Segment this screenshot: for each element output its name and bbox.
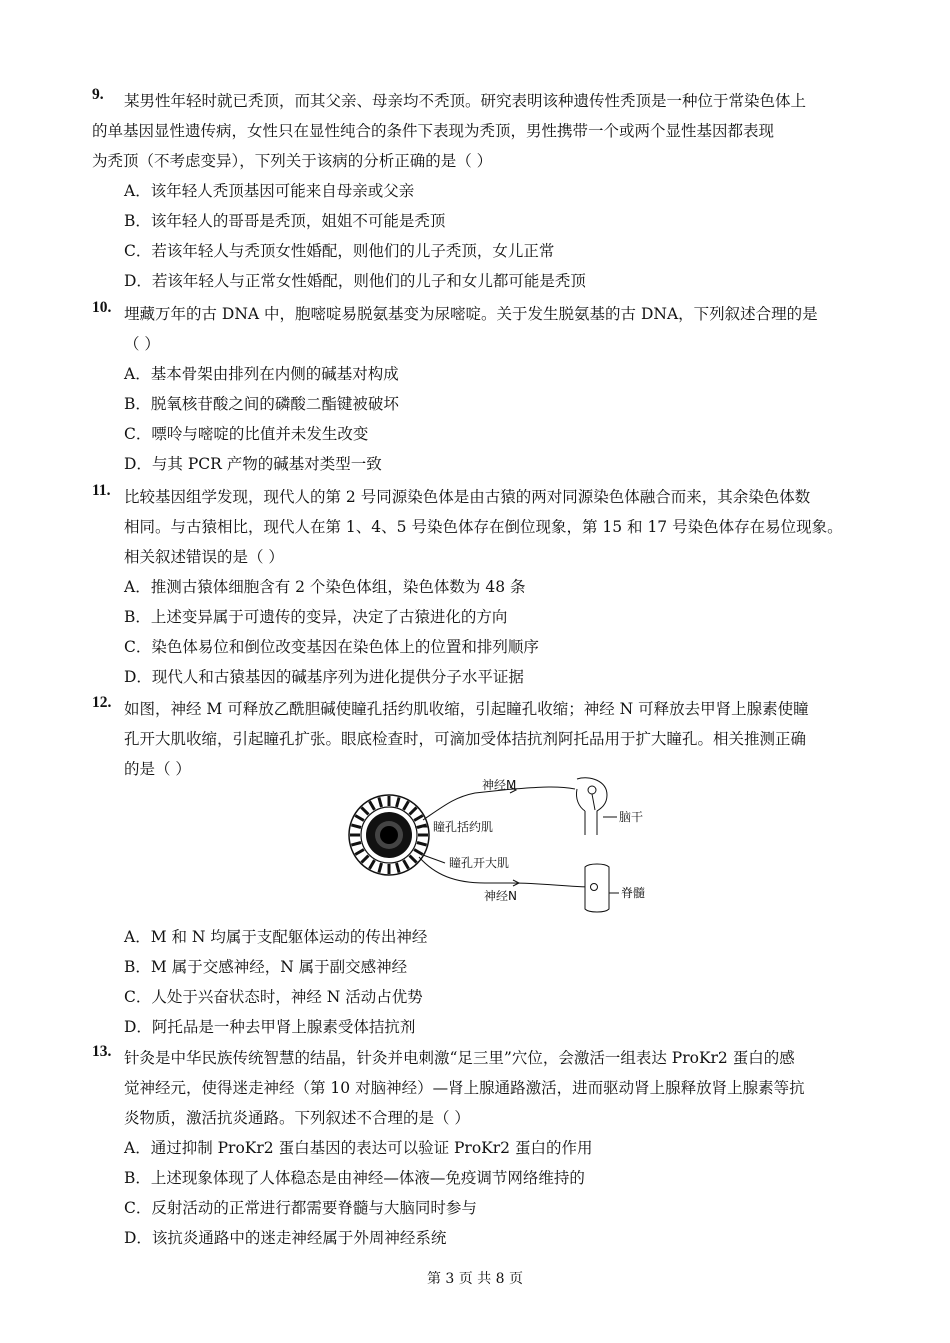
- question-number: 9.: [92, 86, 104, 103]
- option-a: A．M 和 N 均属于支配躯体运动的传出神经: [124, 928, 428, 946]
- option-b: B．上述变异属于可遗传的变异，决定了古猿进化的方向: [124, 608, 508, 626]
- spinal-cord-icon: [585, 864, 609, 912]
- question-text: 觉神经元，使得迷走神经（第 10 对脑神经）—肾上腺通路激活，进而驱动肾上腺释放肾上腺素等抗: [124, 1079, 805, 1097]
- brainstem-icon: [576, 778, 607, 835]
- question-12-options: [92, 922, 862, 1042]
- question-text: 炎物质，激活抗炎通路。下列叙述不合理的是（ ）: [124, 1109, 470, 1127]
- question-text: （ ）: [124, 335, 160, 353]
- label-dilator: 瞳孔开大肌: [449, 856, 510, 870]
- dilator-pointer: [423, 855, 445, 863]
- eye-nerve-diagram: [345, 775, 655, 915]
- option-d: D．现代人和古猿基因的碱基序列为进化提供分子水平证据: [124, 668, 524, 686]
- option-c: C．染色体易位和倒位改变基因在染色体上的位置和排列顺序: [124, 638, 539, 656]
- label-nerve-m: 神经M: [482, 778, 517, 792]
- question-text: 的是（ ）: [124, 760, 191, 778]
- question-text: 的单基因显性遗传病，女性只在显性纯合的条件下表现为秃顶，男性携带一个或两个显性基因都表现: [92, 122, 775, 140]
- question-text: 孔开大肌收缩，引起瞳孔扩张。眼底检查时，可滴加受体拮抗剂阿托品用于扩大瞳孔。相关推测正确: [124, 730, 807, 748]
- option-d: D．阿托品是一种去甲肾上腺素受体拮抗剂: [124, 1018, 416, 1036]
- question-11: [92, 482, 862, 692]
- question-text: 相关叙述错误的是（ ）: [124, 548, 284, 566]
- option-a: A．该年轻人秃顶基因可能来自母亲或父亲: [124, 182, 415, 200]
- option-d: D．与其 PCR 产物的碱基对类型一致: [124, 455, 382, 473]
- question-text: 针灸是中华民族传统智慧的结晶，针灸并电刺激“足三里”穴位，会激活一组表达 ProKr2 蛋白的感: [124, 1049, 795, 1067]
- option-a: A．通过抑制 ProKr2 蛋白基因的表达可以验证 ProKr2 蛋白的作用: [124, 1139, 593, 1157]
- question-text: 如图，神经 M 可释放乙酰胆碱使瞳孔括约肌收缩，引起瞳孔收缩；神经 N 可释放去甲肾上腺素使瞳: [124, 700, 809, 718]
- page-footer: 第 3 页 共 8 页: [426, 1271, 524, 1287]
- iris: [349, 795, 429, 875]
- question-number: 10.: [92, 299, 112, 316]
- option-c: C．反射活动的正常进行都需要脊髓与大脑同时参与: [124, 1199, 477, 1217]
- question-text: 相同。与古猿相比，现代人在第 1、4、5 号染色体存在倒位现象，第 15 和 17 号染色体存在易位现象。: [124, 518, 843, 536]
- label-nerve-n: 神经N: [484, 889, 517, 903]
- option-b: B．M 属于交感神经，N 属于副交感神经: [124, 958, 408, 976]
- question-text: 比较基因组学发现，现代人的第 2 号同源染色体是由古猿的两对同源染色体融合而来，其余染色体数: [124, 488, 811, 506]
- label-brainstem: 脑干: [619, 810, 644, 824]
- question-text: 为秃顶（不考虑变异），下列关于该病的分析正确的是（ ）: [92, 152, 493, 170]
- question-10: [92, 299, 862, 479]
- question-12: [92, 694, 862, 784]
- question-text: 某男性年轻时就已秃顶，而其父亲、母亲均不秃顶。研究表明该种遗传性秃顶是一种位于常染色体上: [124, 92, 807, 110]
- question-13: [92, 1043, 862, 1253]
- question-number: 13.: [92, 1043, 112, 1060]
- label-sphincter: 瞳孔括约肌: [433, 820, 494, 834]
- question-number: 12.: [92, 694, 112, 711]
- option-b: B．上述现象体现了人体稳态是由神经—体液—免疫调节网络维持的: [124, 1169, 585, 1187]
- option-c: C．人处于兴奋状态时，神经 N 活动占优势: [124, 988, 423, 1006]
- question-9: [92, 86, 862, 296]
- option-c: C．若该年轻人与秃顶女性婚配，则他们的儿子秃顶，女儿正常: [124, 242, 555, 260]
- question-number: 11.: [92, 482, 111, 499]
- question-text: 埋藏万年的古 DNA 中，胞嘧啶易脱氨基变为尿嘧啶。关于发生脱氨基的古 DNA，下列叙述合理的是: [124, 305, 818, 323]
- label-spinal-cord: 脊髓: [621, 886, 646, 900]
- option-b: B．该年轻人的哥哥是秃顶，姐姐不可能是秃顶: [124, 212, 446, 230]
- option-b: B．脱氧核苷酸之间的磷酸二酯键被破坏: [124, 395, 399, 413]
- option-d: D．若该年轻人与正常女性婚配，则他们的儿子和女儿都可能是秃顶: [124, 272, 586, 290]
- option-a: A．基本骨架由排列在内侧的碱基对构成: [124, 365, 399, 383]
- option-d: D．该抗炎通路中的迷走神经属于外周神经系统: [124, 1229, 447, 1247]
- option-c: C．嘌呤与嘧啶的比值并未发生改变: [124, 425, 369, 443]
- option-a: A．推测古猿体细胞含有 2 个染色体组，染色体数为 48 条: [124, 578, 526, 596]
